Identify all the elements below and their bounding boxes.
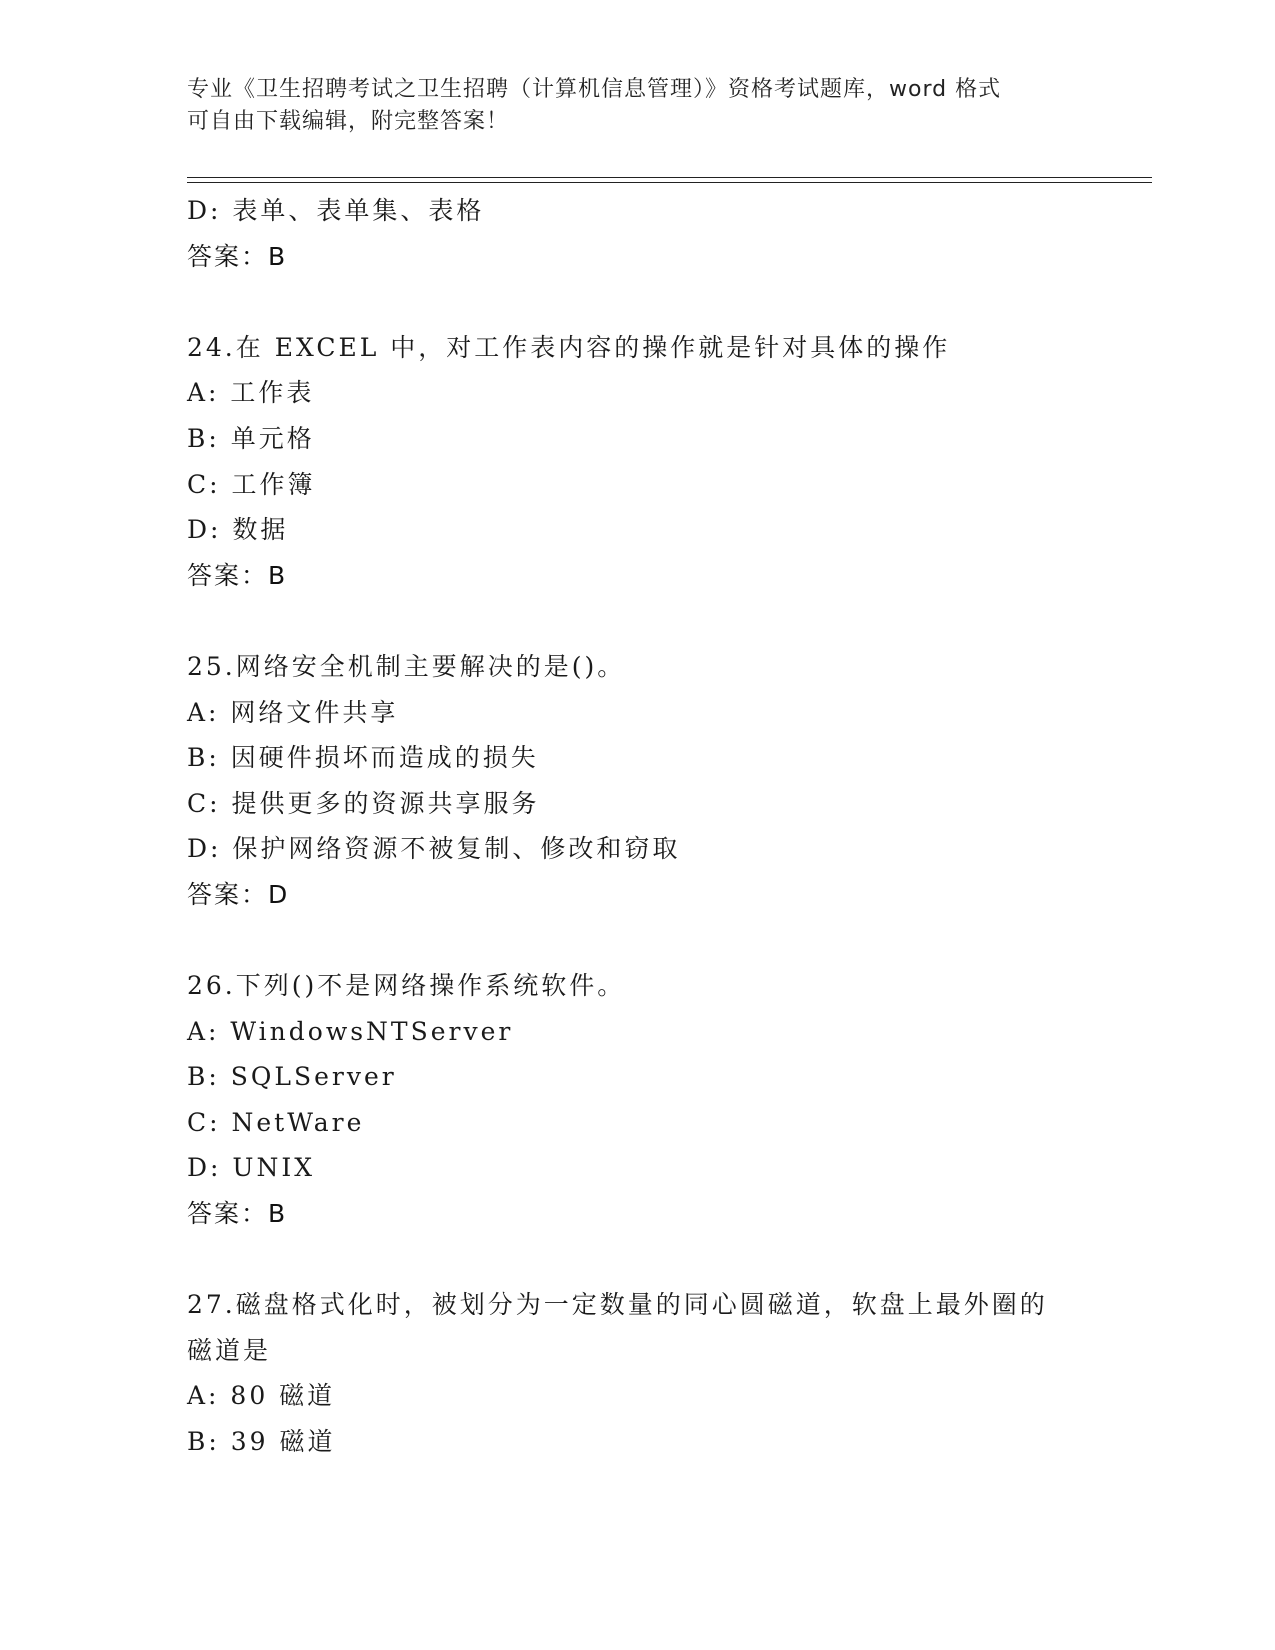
prev-answer: 答案：B — [187, 241, 288, 271]
option-d: D: 保护网络资源不被复制、修改和窃取 — [187, 834, 681, 864]
question-title: 25.网络安全机制主要解决的是()。 — [187, 651, 626, 681]
question-24 — [187, 325, 1152, 599]
option-d: D: 数据 — [187, 515, 289, 545]
spacer — [187, 918, 1152, 964]
option-c: C: 提供更多的资源共享服务 — [187, 788, 540, 818]
option-b: B: SQLServer — [187, 1062, 397, 1092]
question-title: 26.下列()不是网络操作系统软件。 — [187, 971, 626, 1001]
question-26 — [187, 963, 1152, 1237]
option-b: B: 单元格 — [187, 423, 315, 453]
answer: 答案：B — [187, 560, 288, 590]
spacer — [187, 279, 1152, 325]
spacer — [187, 598, 1152, 644]
question-title-line-2: 磁道是 — [187, 1335, 272, 1365]
answer: 答案：D — [187, 879, 290, 909]
question-25 — [187, 644, 1152, 918]
document-header — [187, 74, 1087, 138]
question-title: 24.在 EXCEL 中，对工作表内容的操作就是针对具体的操作 — [187, 332, 951, 362]
question-title-line-1: 27.磁盘格式化时，被划分为一定数量的同心圆磁道，软盘上最外圈的 — [187, 1290, 1048, 1320]
option-a: A: 工作表 — [187, 378, 315, 408]
header-line-1: 专业《卫生招聘考试之卫生招聘（计算机信息管理）》资格考试题库，word 格式 — [187, 77, 1002, 102]
header-divider-bottom — [187, 182, 1152, 183]
prev-option-d: D: 表单、表单集、表格 — [187, 196, 485, 225]
option-d: D: UNIX — [187, 1153, 316, 1183]
question-27 — [187, 1282, 1152, 1464]
spacer — [187, 1237, 1152, 1283]
option-c: C: 工作簿 — [187, 469, 316, 499]
question-list — [187, 188, 1152, 1465]
option-a: A: WindowsNTServer — [187, 1016, 514, 1046]
header-line-2: 可自由下载编辑，附完整答案！ — [187, 109, 510, 134]
option-c: C: NetWare — [187, 1107, 365, 1137]
answer: 答案：B — [187, 1199, 288, 1229]
option-b: B: 因硬件损坏而造成的损失 — [187, 743, 539, 773]
header-divider-top — [187, 177, 1152, 178]
option-a: A: 网络文件共享 — [187, 697, 399, 727]
option-a: A: 80 磁道 — [187, 1381, 336, 1411]
option-b: B: 39 磁道 — [187, 1427, 336, 1457]
